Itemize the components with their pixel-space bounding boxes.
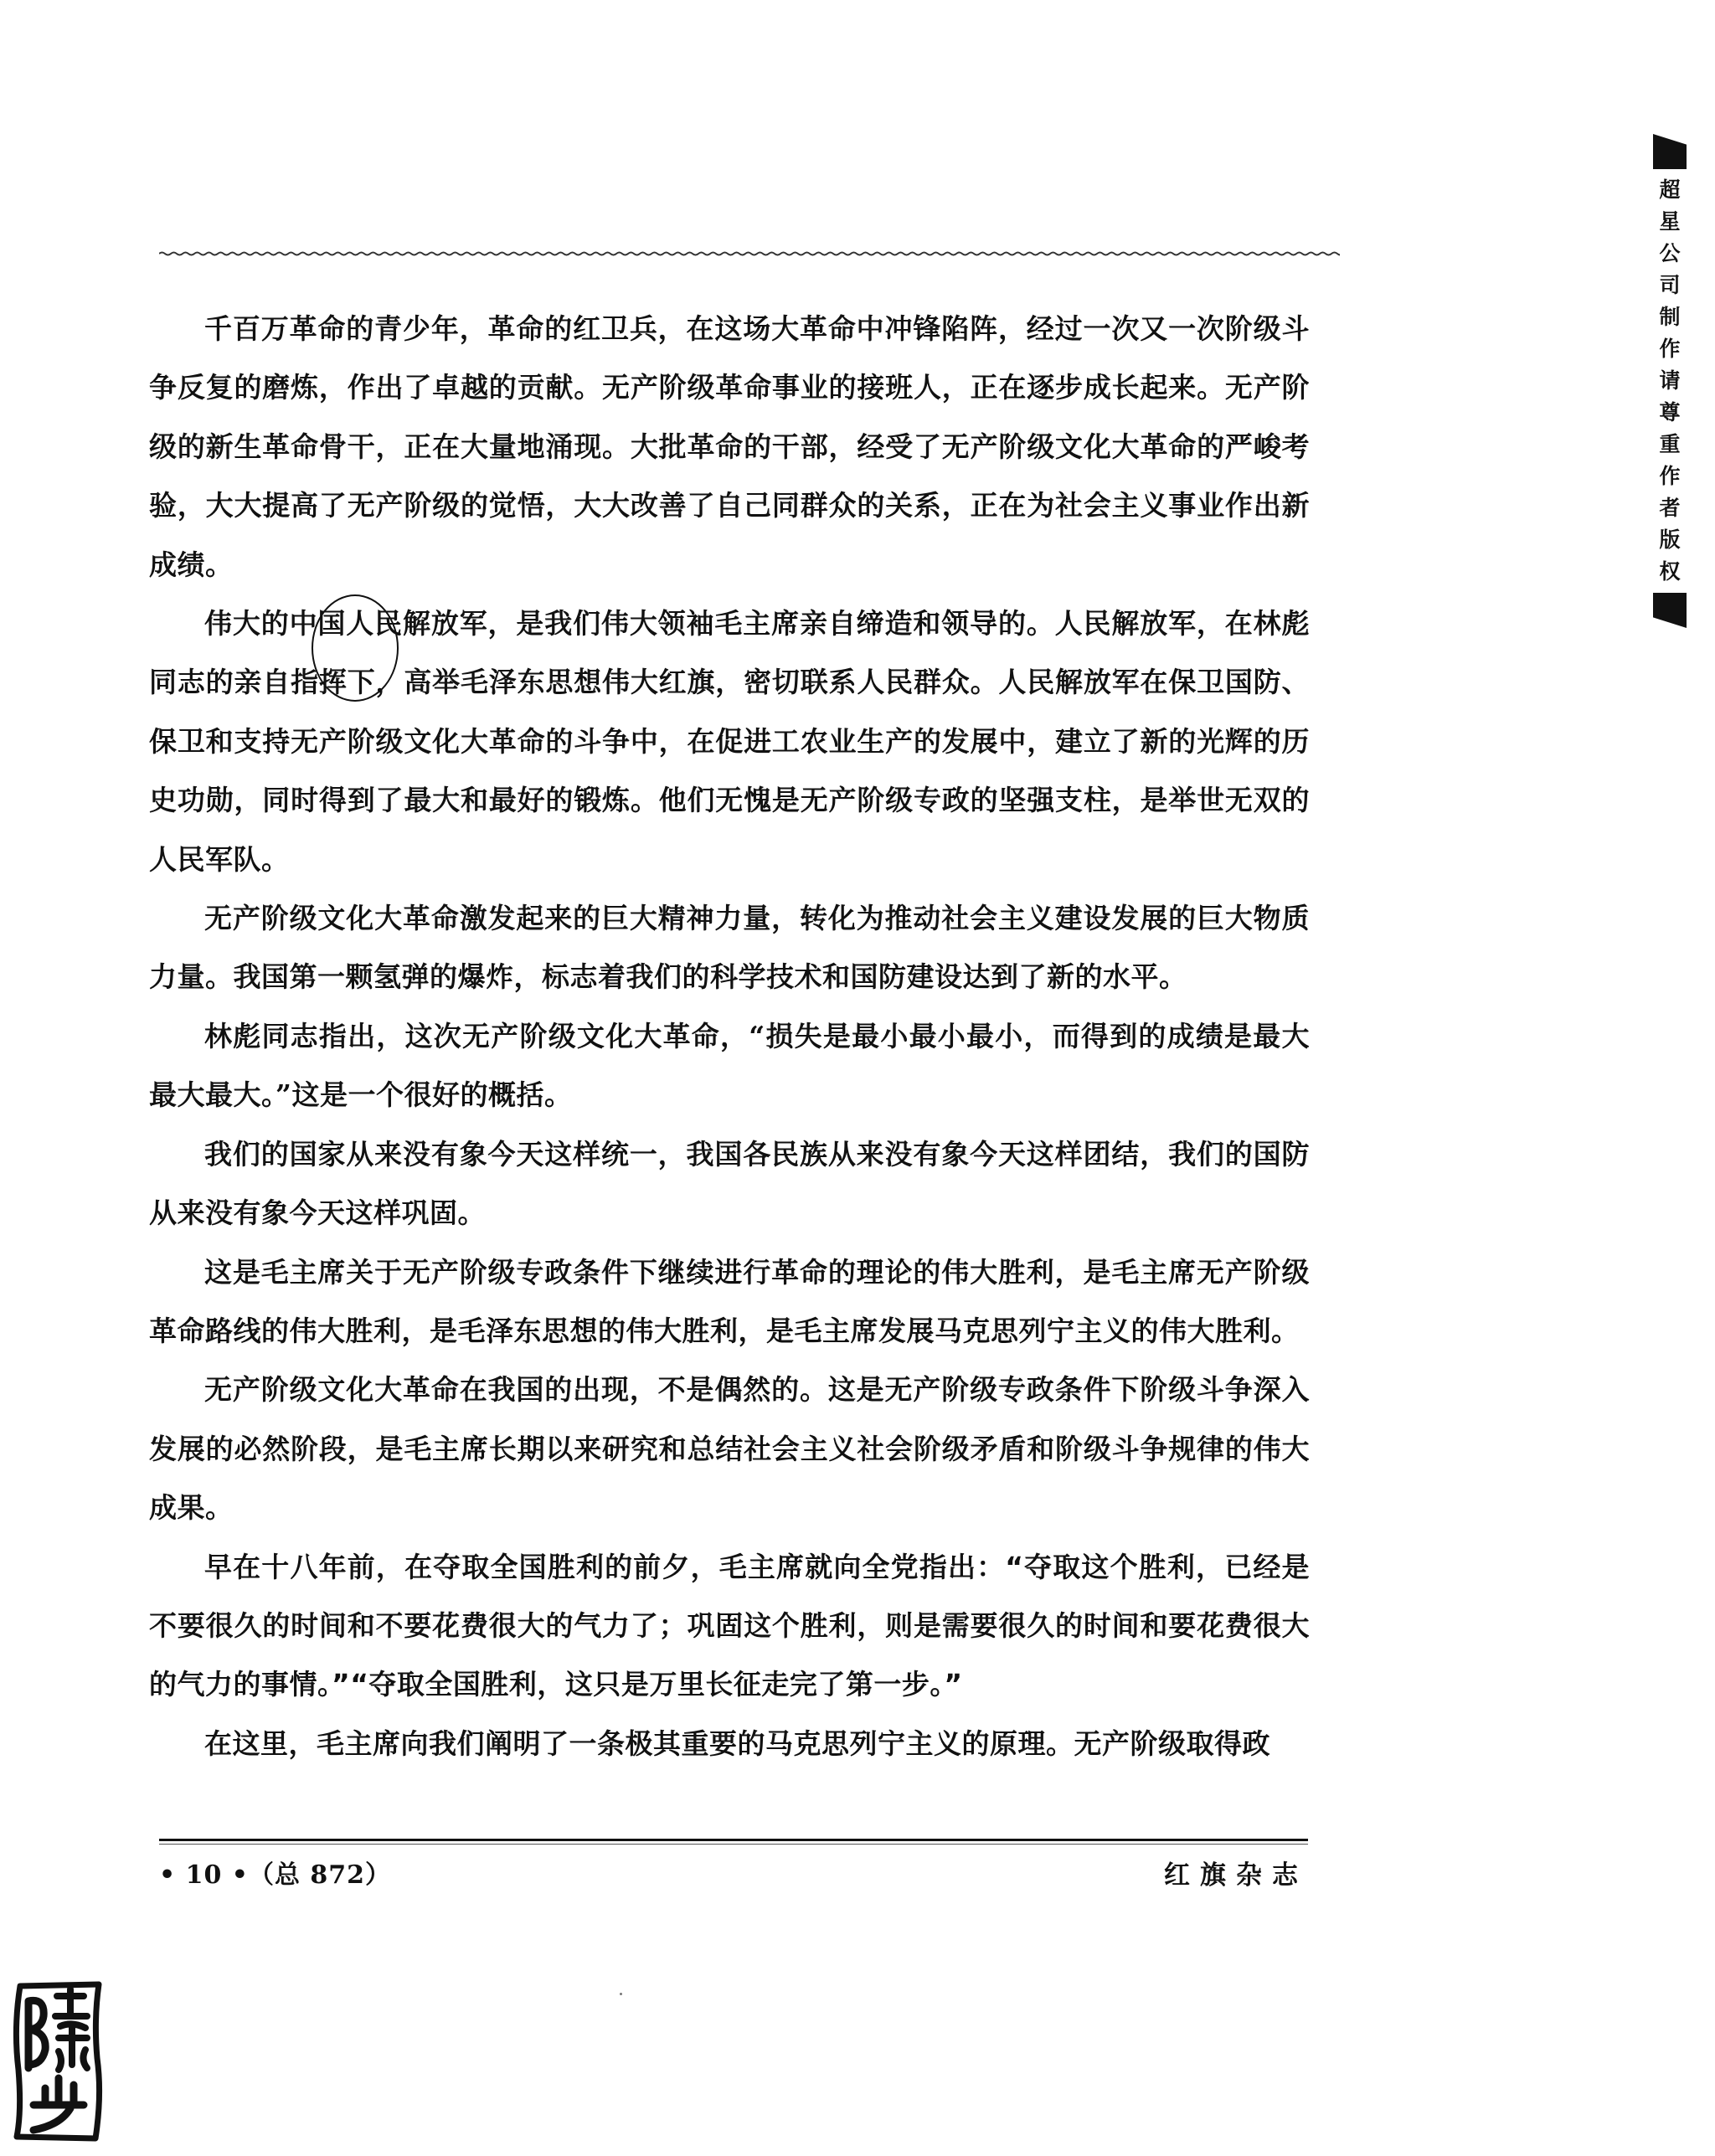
paragraph-text: 无产阶级文化大革命激发起来的巨大精神力量，转化为推动社会主义建设发展的巨大物质力量。我国第一颗氢弹的爆炸，标志着我们的科学技术和国防建设达到了新的水平。 (149, 902, 1310, 994)
paragraph-text: 无产阶级文化大革命在我国的出现，不是偶然的。这是无产阶级专政条件下阶级斗争深入发展的必然阶段，是毛主席长期以来研究和总结社会主义社会阶级矛盾和阶级斗争规律的伟大成果。 (149, 1373, 1310, 1525)
paragraph-text: 林彪同志指出，这次无产阶级文化大革命，“损失是最小最小最小，而得到的成绩是最大最大最大。”这是一个很好的概括。 (149, 1019, 1310, 1112)
stamp-char: 者 (1659, 496, 1681, 520)
paragraph (149, 889, 1310, 1007)
stamp-char: 星 (1659, 209, 1681, 234)
stamp-text (1651, 169, 1688, 593)
paragraph (149, 300, 1310, 594)
stamp-char: 重 (1659, 432, 1681, 456)
paragraph-text: 千百万革命的青少年，革命的红卫兵，在这场大革命中冲锋陷阵，经过一次又一次阶级斗争反复的磨炼，作出了卓越的贡献。无产阶级革命事业的接班人，正在逐步成长起来。无产阶级的新生革命骨干，正在大量地涌现。大批革命的干部，经受了无产阶级文化大革命的严峻考验，大大提高了无产阶级的觉悟，大大改善了自己同群众的关系，正在为社会主义事业作出新成绩。 (149, 312, 1310, 581)
journal-name: 红旗杂志 (1164, 1860, 1308, 1891)
paragraph-text: 我们的国家从来没有象今天这样统一，我国各民族从来没有象今天这样团结，我们的国防从来没有象今天这样巩固。 (149, 1137, 1310, 1230)
copyright-side-stamp (1651, 134, 1688, 628)
paragraph (149, 1361, 1310, 1537)
stamp-char: 作 (1659, 337, 1681, 361)
paragraph (149, 594, 1310, 889)
stamp-char: 制 (1659, 305, 1681, 329)
paragraph (149, 1007, 1310, 1125)
paragraph-text: 在这里，毛主席向我们阐明了一条极其重要的马克思列宁主义的原理。无产阶级取得政 (204, 1726, 1270, 1760)
seal-stamp-logo (8, 1978, 107, 2145)
paragraph-text: 这是毛主席关于无产阶级专政条件下继续进行革命的理论的伟大胜利，是毛主席无产阶级革命路线的伟大胜利，是毛泽东思想的伟大胜利，是毛主席发展马克思列宁主义的伟大胜利。 (149, 1255, 1310, 1347)
stamp-char: 版 (1659, 527, 1681, 552)
stamp-bar-top (1653, 134, 1687, 169)
paragraph (149, 1715, 1310, 1773)
footer-rule (159, 1839, 1308, 1841)
stamp-char: 权 (1659, 559, 1681, 584)
header-wavy-rule (159, 248, 1340, 260)
stamp-char: 作 (1659, 464, 1681, 488)
paragraph-text: 早在十八年前，在夺取全国胜利的前夕，毛主席就向全党指出： (204, 1550, 1006, 1583)
paragraph (149, 1125, 1310, 1243)
stamp-bar-bottom (1653, 593, 1687, 628)
paragraph-text: 伟大的中国人民解放军，是我们伟大领袖毛主席亲自缔造和领导的。人民解放军，在林彪同志的亲自指挥下，高举毛泽东思想伟大红旗，密切联系人民群众。人民解放军在保卫国防、保卫和支持无产阶级文化大革命的斗争中，在促进工农业生产的发展中，建立了新的光辉的历史功勋，同时得到了最大和最好的锻炼。他们无愧是无产阶级专政的坚强支柱，是举世无双的人民军队。 (149, 607, 1310, 876)
stamp-char: 超 (1659, 178, 1681, 202)
stamp-char: 尊 (1659, 400, 1681, 425)
stamp-char: 司 (1659, 273, 1681, 297)
paragraph (149, 1243, 1310, 1361)
paragraph (149, 1538, 1310, 1715)
footer-rule-thin (159, 1844, 1308, 1845)
page-number: • 10 •（总 872） (159, 1860, 392, 1890)
article-body (149, 300, 1310, 1773)
stamp-char: 请 (1659, 368, 1681, 393)
speck (620, 1993, 622, 1995)
quoted-bold-text: “夺取这个胜利，已经是不要很久的时间和不要花费很大的气力了；巩固这个胜利，则是需要很久的时间和要花费很大的气力的事情。”“夺取全国胜利，这只是万里长征走完了第一步。” (149, 1550, 1310, 1701)
stamp-char: 公 (1659, 241, 1681, 265)
